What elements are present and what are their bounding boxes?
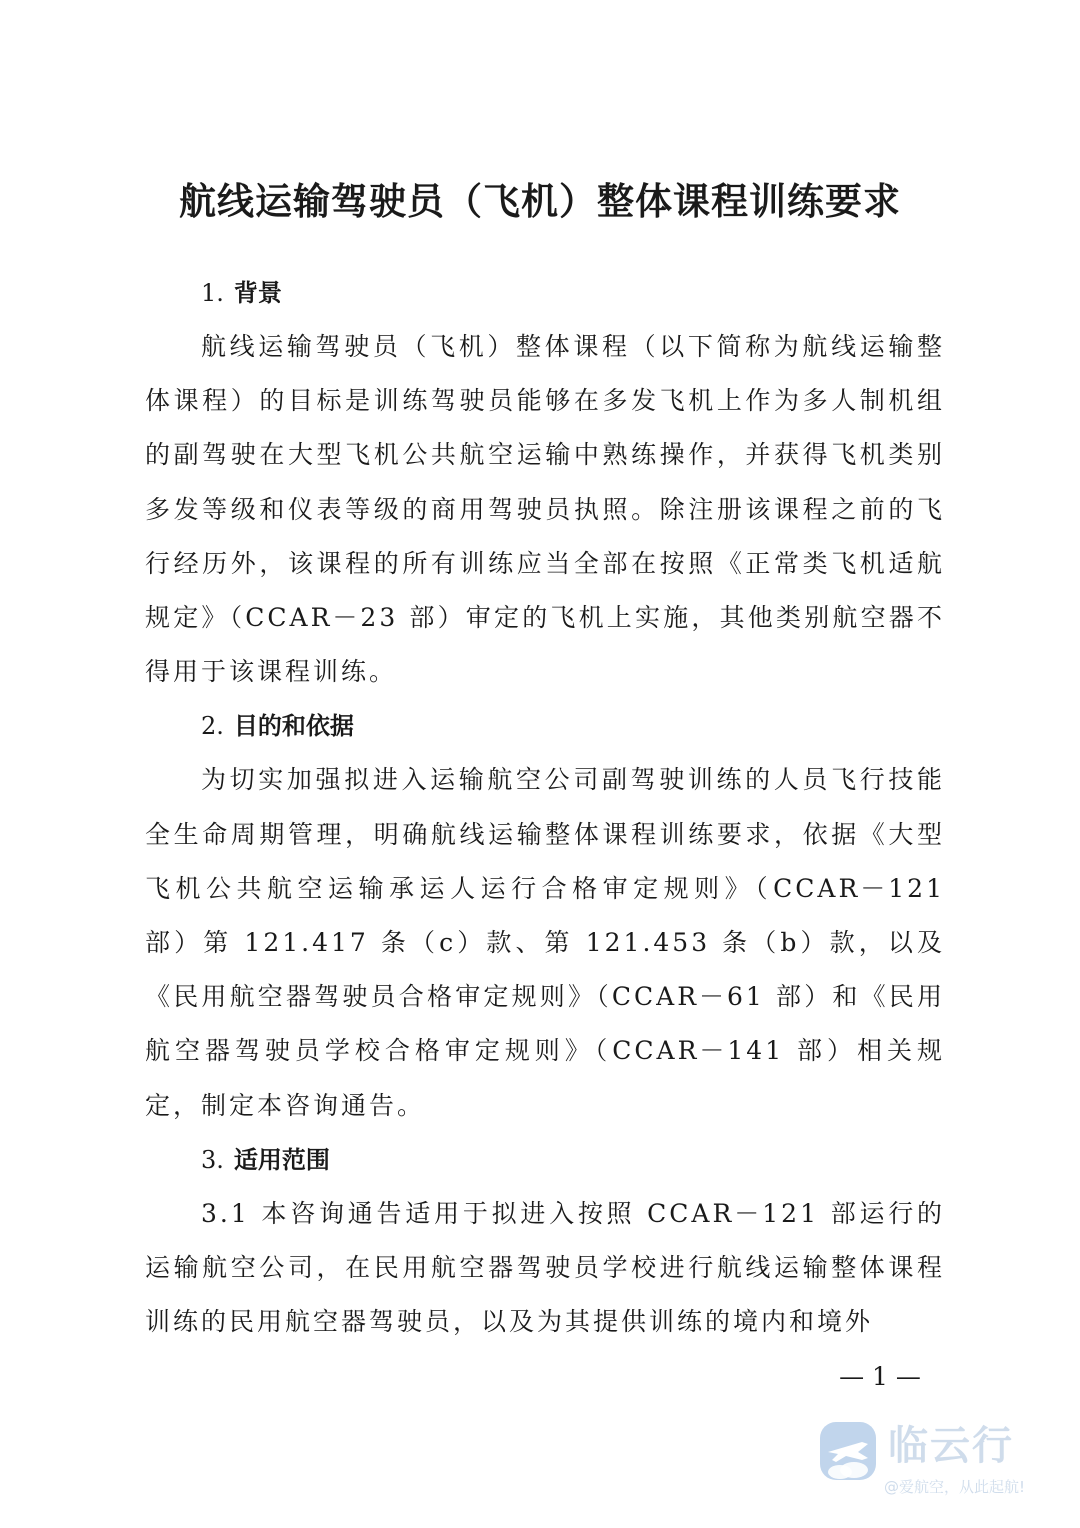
document-body [145, 266, 945, 1349]
section-purpose-basis [145, 699, 945, 1132]
watermark-brand: 临云行 [888, 1423, 1014, 1469]
document-title: 航线运输驾驶员（飞机）整体课程训练要求 [179, 180, 901, 223]
section-title: 目的和依据 [233, 712, 354, 741]
section-heading [145, 1133, 945, 1187]
section-number: 3. [201, 1145, 224, 1174]
page-number: — 1 — [839, 1362, 921, 1391]
paragraph: 航线运输驾驶员（飞机）整体课程（以下简称为航线运输整体课程）的目标是训练驾驶员能够在多发飞机上作为多人制机组的副驾驶在大型飞机公共航空运输中熟练操作，并获得飞机类别多发等级和仪表等级的商用驾驶员执照。除注册该课程之前的飞行经历外，该课程的所有训练应当全部在按照《正常类飞机适航规定》（CCAR－23 部）审定的飞机上实施，其他类别航空器不得用于该课程训练。 [145, 332, 945, 687]
airplane-cloud-icon [818, 1418, 880, 1488]
section-heading [145, 266, 945, 320]
section-number: 2. [201, 712, 224, 741]
section-heading [145, 699, 945, 753]
section-number: 1. [201, 279, 224, 307]
section-scope [145, 1133, 945, 1350]
section-title: 背景 [233, 279, 282, 307]
section-background [145, 266, 945, 699]
paragraph: 3.1 本咨询通告适用于拟进入按照 CCAR－121 部运行的运输航空公司，在民用航空器驾驶员学校进行航线运输整体课程训练的民用航空器驾驶员，以及为其提供训练的境内和境外 [145, 1198, 945, 1337]
paragraph: 为切实加强拟进入运输航空公司副驾驶训练的人员飞行技能全生命周期管理，明确航线运输整体课程训练要求，依据《大型飞机公共航空运输承运人运行合格审定规则》（CCAR－121 部）第 121.417 条（c）款、第 121.453 条（b）款，以及《民用航空器驾驶员合格审定规则》（CCAR－61 部）和《民用航空器驾驶员学校合格审定规则》（CCAR－141 部）相关规定，制定本咨询通告。 [145, 765, 945, 1120]
watermark [818, 1418, 1048, 1508]
section-title: 适用范围 [233, 1145, 330, 1174]
watermark-tagline: @爱航空，从此起航! [884, 1478, 1026, 1496]
